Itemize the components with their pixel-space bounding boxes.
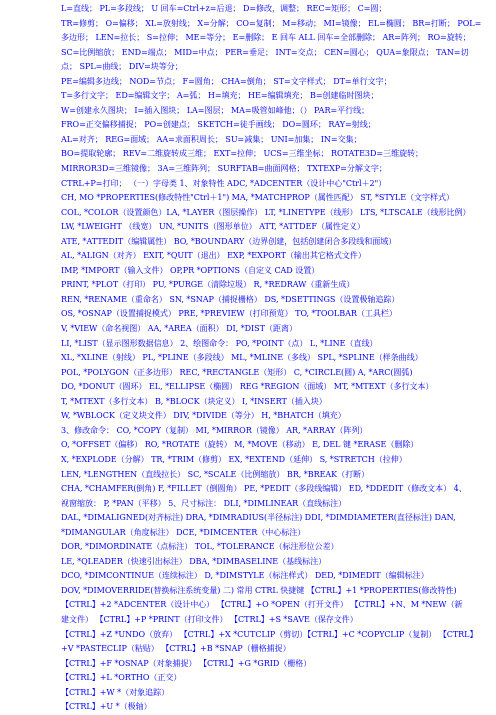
text-line: DCO, *DIMCONTINUE（连续标注） D, *DIMSTYLE（标注样式） DED, *DIMEDIT（编辑标注） [61,571,429,581]
text-line: CH, MO *PROPERTIES(修改特性"Ctrl＋1") MA, *MATCHPROP（属性匹配） ST, *STYLE（文字样式） [61,193,455,203]
text-line: LI, *LIST（显示图形数据信息） 2、绘图命令： PO, *POINT（点） L, *LINE（直线） [61,338,378,348]
text-line: 点； SPL=曲线； DIV=块等分； [61,62,183,72]
text-line: AL, *ALIGN（对齐） EXIT, *QUIT（退出） EXP, *EXPORT（输出其它格式文件） [61,251,366,261]
text-line: W=创建永久图块； I=插入图块； LA=图层； MA=吸管如峰他；（） PAR=平行线； [61,105,370,115]
text-line: LE, *QLEADER（快速引出标注） DBA, *DIMBASELINE（基线标注） [61,556,327,566]
text-line: PRINT, *PLOT（打印） PU, *PURGE（清除垃圾） R, *REDRAW（重新生成） [61,280,355,290]
text-line: 【CTRL】+W *（对象追踪） [61,687,170,697]
text-line: *DIMANGULAR（角度标注） DCE, *DIMCENTER（中心标注） [61,527,306,537]
text-line: LEN, *LENGTHEN（直线拉长） SC, *SCALE（比例缩放） BR, *BREAK（打断） [61,469,370,479]
text-line: 3、修改命令： CO, *COPY（复制） MI, *MIRROR（镜像） AR, *ARRAY（阵列） [61,425,368,435]
text-line: MIRROR3D=三维镜像； 3A=三维阵列； SURFTAB=曲面网格； TXTEXP=分解文字； [61,164,387,174]
text-line: 【CTRL】+L *ORTHO（正交） [61,673,182,683]
text-line: O, *OFFSET（偏移） RO, *ROTATE（旋转） M, *MOVE（移动） E, DEL 键 *ERASE（删除） [61,440,419,450]
text-line: IMP, *IMPORT（输入文件） OP,PR *OPTIONS（自定义 CAD 设置） [61,265,320,275]
text-line: DOV, *DIMOVERRIDE(替换标注系统变量) 二) 常用 CTRL 快捷键 【CTRL】+1 *PROPERTIES(修改特性) [61,585,457,595]
text-line: 【CTRL】+Z *UNDO（放弃） 【CTRL】+X *CUTCLIP（剪切）【CTRL】+C *COPYCLIP（复制） 【CTRL】 [61,629,478,639]
text-line: 【CTRL】+U *（极轴） [61,702,152,712]
text-line: FRO=正交偏移捕捉； PO=创建点； SKETCH=徒手画线； DO=圆环； RAY=射线； [61,120,376,130]
text-line: 【CTRL】+F *OSNAP（对象捕捉） 【CTRL】+G *GRID（栅格） [61,658,312,668]
text-line: L=直线； PL=多段线； U 回车=Ctrl+z=后退； D=修改，调整； REC=矩形； C=圆； [61,4,387,13]
text-line: CHA, *CHAMFER(倒角) F, *FILLET（倒圆角） PE, *PEDIT（多段线编辑） ED, *DDEDIT（修改文本） 4、 [61,484,467,494]
text-line: DO, *DONUT（圆环） EL, *ELLIPSE（椭圆） REG *REGION（面域） MT, *MTEXT（多行文本） [61,382,434,392]
text-line: ATE, *ATTEDIT（编辑属性） BO, *BOUNDARY（边界创建，包括创建闭合多段线和面域） [61,236,397,246]
text-line: 建文件） 【CTRL】+P *PRINT（打印文件） 【CTRL】+S *SAVE（保存文件） [61,614,358,624]
text-line: DAL, *DIMALIGNED(对齐标注) DRA, *DIMRADIUS(半径标注) DDI, *DIMDIAMETER(直径标注) DAN, [61,513,456,523]
text-line: XL, *XLINE（射线） PL, *PLINE（多段线） ML, *MLINE（多线） SPL, *SPLINE（样条曲线） [61,353,423,363]
text-line: 【CTRL】+2 *ADCENTER（设计中心） 【CTRL】+O *OPEN（打开文件） 【CTRL】+N、M *NEW（新 [61,600,463,610]
text-line: OS, *OSNAP（设置捕捉模式） PRE, *PREVIEW（打印预览） TO, *TOOLBAR（工具栏） [61,309,397,319]
text-line: COL, *COLOR（设置颜色）LA, *LAYER（图层操作） LT, *LINETYPE（线形） LTS, *LTSCALE（线形比例） [61,207,471,217]
text-line: 多边形； LEN=拉长； S=拉伸； ME=等分； E=删除； E 回车 ALL 回车=全部删除； AR=阵列； RO=旋转； [61,33,471,43]
text-line: 视窗缩放： P, *PAN（平移） 5、尺寸标注： DLI, *DIMLINEAR（直线标注） [61,498,347,508]
text-line: W, *WBLOCK（定义块文件） DIV, *DIVIDE（等分） H, *BHATCH（填充） [61,411,346,421]
text-line: X, *EXPLODE（分解） TR, *TRIM（修剪） EX, *EXTEND（延伸） S, *STRETCH（拉伸） [61,454,407,464]
text-line: TR=修剪； O=偏移； XL=放射线； X=分解； CO=复制； M=移动； MI=镜像； EL=椭圆； BR=打断； POL= [61,18,482,28]
text-line: CTRL+P=打印； （一）字母类 1、对象特性 ADC, *ADCENTER（设计中心"Ctrl＋2"） [61,178,387,188]
text-line: REN, *RENAME（重命名） SN, *SNAP（捕捉栅格） DS, *DSETTINGS（设置极轴追踪） [61,294,400,304]
text-line: BO=提取轮廓； REV=二维旋转成三维； EXT=拉伸； UCS=三维坐标； ROTATE3D=三维旋转； [61,149,424,159]
text-line: POL, *POLYGON（正多边形） REC, *RECTANGLE（矩形） C, *CIRCLE(圆) A, *ARC(圆弧) [61,367,413,377]
text-line: DOR, *DIMORDINATE（点标注） TOL, *TOLERANCE（标注形位公差） [61,542,339,552]
text-line: SC=比例缩放； END=端点； MID=中点； PER=垂足； INT=交点； CEN=圆心； QUA=象限点； TAN=切 [61,47,469,57]
text-line: LW, *LWEIGHT （线宽） UN, *UNITS（图形单位） ATT, *ATTDEF（属性定义） [61,222,365,232]
text-line: +V *PASTECLIP（粘贴） 【CTRL】+B *SNAP（栅格捕捉） [61,644,291,654]
text-line: T=多行文字； ED=编辑文字； A=弧； H=填充； HE=编辑填充； B=创建临时图块； [61,91,379,101]
text-line: T, *MTEXT（多行文本） B, *BLOCK（块定义） I, *INSERT（插入块） [61,396,327,406]
text-line: PE=编辑多边线； NOD=节点； F=圆角； CHA=倒角； ST=文字样式； DT=单行文字； [61,76,392,86]
text-line: V, *VIEW（命名视图） AA, *AREA（面积） DI, *DIST（距离） [61,324,297,334]
text-line: AL=对齐； REG=面域； AA=求面积周长； SU=减集； UNI=加集； IN=交集； [61,134,362,144]
